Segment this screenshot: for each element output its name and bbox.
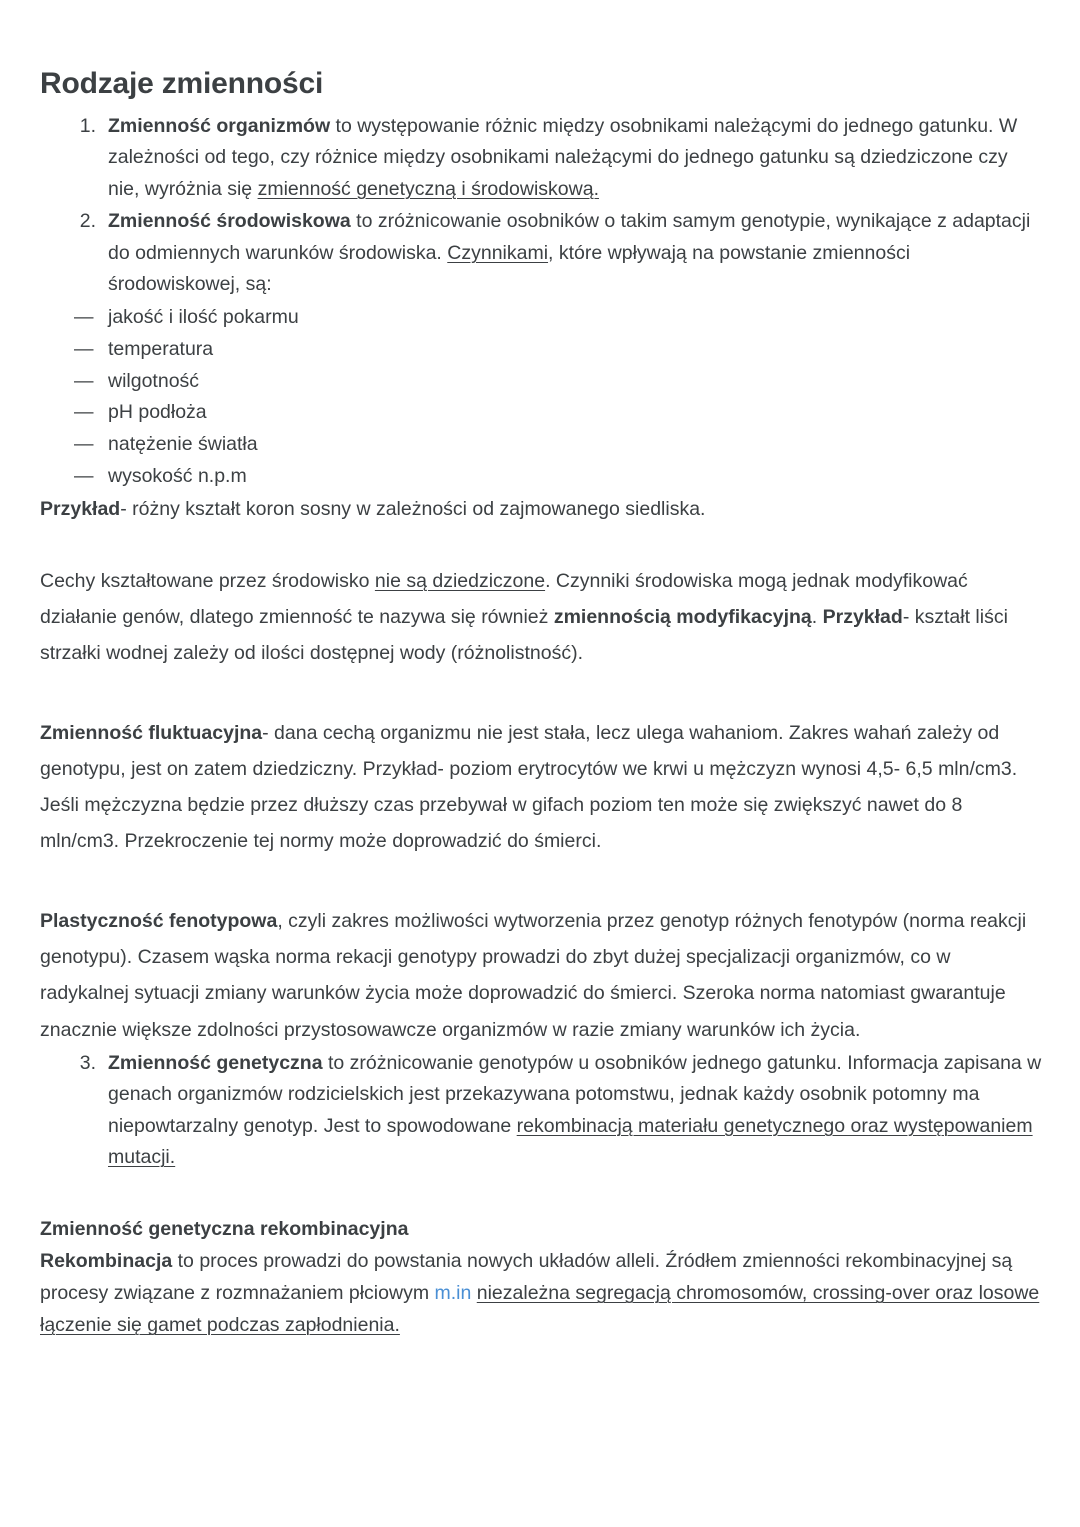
label-przyklad: Przykład xyxy=(40,497,121,520)
term-zmiennosc-fluktuacyjna: Zmienność fluktuacyjna xyxy=(40,722,263,745)
paragraph-rekombinacja xyxy=(40,1245,1044,1342)
paragraph-zmiennosc-modyfikacyjna xyxy=(40,563,1044,671)
numbered-list-genetyczna xyxy=(40,1048,1044,1174)
mod-part1: Cechy kształtowane przez środowisko xyxy=(40,569,375,592)
term-plastycznosc-fenotypowa: Plastyczność fenotypowa xyxy=(40,910,278,933)
plastycznosc-body: , czyli zakres możliwości wytworzenia przez genotyp różnych fenotypów (norma reakcji genotypu). Czasem wąska norma rekacji genotypy prowadzi do zbyt dużej specjalizacji organizmów, co w radykalnej sytuacji zmiany warunków życia może doprowadzić do śmierci. Szeroka norma natomiast gwarantuje znacznie większe zdolności przystosowawcze organizmów w razie zmiany warunków ich życia. xyxy=(40,910,1027,1041)
list-item-factor xyxy=(70,429,1044,461)
factor-label: natężenie światła xyxy=(108,433,258,456)
item2-underlined-phrase: Czynnikami xyxy=(447,241,549,264)
item2-body-part1: to zróżnicowanie osobników o takim samym genotypie, wynikające z adaptacji do odmiennych warunków środowiska. xyxy=(108,210,1031,264)
item1-underlined-phrase: zmienność genetyczną i środowiskową. xyxy=(257,177,599,200)
item3-underlined-phrase: rekombinacją materiału genetycznego oraz występowaniem mutacji. xyxy=(108,1114,1033,1169)
term-zmiennosc-genetyczna: Zmienność genetyczna xyxy=(108,1051,323,1074)
spacer xyxy=(40,1175,1044,1213)
mod-part2: . Czynniki środowiska mogą jednak modyfikować działanie genów, dlatego zmienność te nazywa się również xyxy=(40,569,968,628)
example-text: - różny kształt koron sosny w zależności od zajmowanego siedliska. xyxy=(120,497,706,520)
item3-body: to zróżnicowanie genotypów u osobników jednego gatunku. Informacja zapisana w genach organizmów rodzicielskich jest przekazywana potomstwu, jednak każdy osobnik potomny ma niepowtarzalny genotyp. Jest to spowodowane xyxy=(108,1051,1042,1137)
factor-label: jakość i ilość pokarmu xyxy=(108,306,299,329)
mod-part3: . xyxy=(811,605,823,628)
mod-part4: - kształt liści strzałki wodnej zależy od ilości dostępnej wody (różnolistność). xyxy=(40,605,1008,665)
spacer xyxy=(40,525,1044,563)
list-item-factor xyxy=(70,397,1044,429)
list-item-factor xyxy=(70,334,1044,366)
term-zmiennosc-modyfikacyjna: zmiennością modyfikacyjną xyxy=(553,605,812,628)
rekombinacja-part1: to proces prowadzi do powstania nowych układów alleli. Źródłem zmienności rekombinacyjnej są procesy związane z rozmnażaniem płciowym xyxy=(40,1250,1013,1305)
rekombinacja-underlined-phrase: niezależna segregacją chromosomów, crossing-over oraz losowe łączenie się gamet podczas zapłodnienia. xyxy=(40,1282,1040,1337)
numbered-list-top xyxy=(40,111,1044,301)
spacer xyxy=(40,859,1044,903)
item2-body-part2: , które wpływają na powstanie zmienności środowiskowej, są: xyxy=(108,241,911,296)
paragraph-plastycznosc-fenotypowa xyxy=(40,903,1044,1047)
fluktuacyjna-body: - dana cechą organizmu nie jest stała, lecz ulega wahaniom. Zakres wahań zależy od genotypu, jest on zatem dziedziczny. Przykład- poziom erytrocytów we krwi u mężczyzn wynosi 4,5- 6,5 mln/cm3. Jeśli mężczyzna będzie przez dłuższy czas przebywał w gifach poziom ten może się zwiększyć nawet do 8 mln/cm3. Przekroczenie tej normy może doprowadzić do śmierci. xyxy=(40,722,1018,853)
factor-label: pH podłoża xyxy=(108,401,207,424)
list-item-zmiennosc-genetyczna xyxy=(70,1048,1044,1174)
list-item-zmiennosc-srodowiskowa xyxy=(70,206,1044,301)
term-zmiennosc-srodowiskowa: Zmienność środowiskowa xyxy=(108,210,351,233)
section-heading-rekombinacyjna xyxy=(40,1213,1044,1245)
mod-underlined-phrase: nie są dziedziczone xyxy=(374,569,546,592)
paragraph-zmiennosc-fluktuacyjna xyxy=(40,715,1044,859)
item1-body: to występowanie różnic między osobnikami należącymi do jednego gatunku. W zależności od tego, czy różnice między osobnikami należącymi do jednego gatunku są dziedziczone czy nie, wyróżnia się xyxy=(108,114,1018,200)
page-title: Rodzaje zmienności xyxy=(40,67,324,100)
list-item-factor xyxy=(70,302,1044,334)
term-rekombinacja: Rekombinacja xyxy=(40,1250,173,1273)
factor-label: wilgotność xyxy=(108,369,200,392)
factor-label: wysokość n.p.m xyxy=(108,464,247,487)
term-zmiennosc-organizmow: Zmienność organizmów xyxy=(108,114,331,137)
list-item-zmiennosc-organizmow xyxy=(70,111,1044,206)
spacer xyxy=(40,671,1044,715)
list-item-factor xyxy=(70,461,1044,493)
heading-text: Zmienność genetyczna rekombinacyjna xyxy=(40,1217,409,1240)
link-m-in[interactable]: m.in xyxy=(434,1282,472,1305)
list-item-factor xyxy=(70,366,1044,398)
example-line-siedlisko xyxy=(40,493,1044,525)
environmental-factors-list xyxy=(40,302,1044,493)
label-przyklad: Przykład xyxy=(822,605,903,628)
factor-label: temperatura xyxy=(108,337,214,360)
